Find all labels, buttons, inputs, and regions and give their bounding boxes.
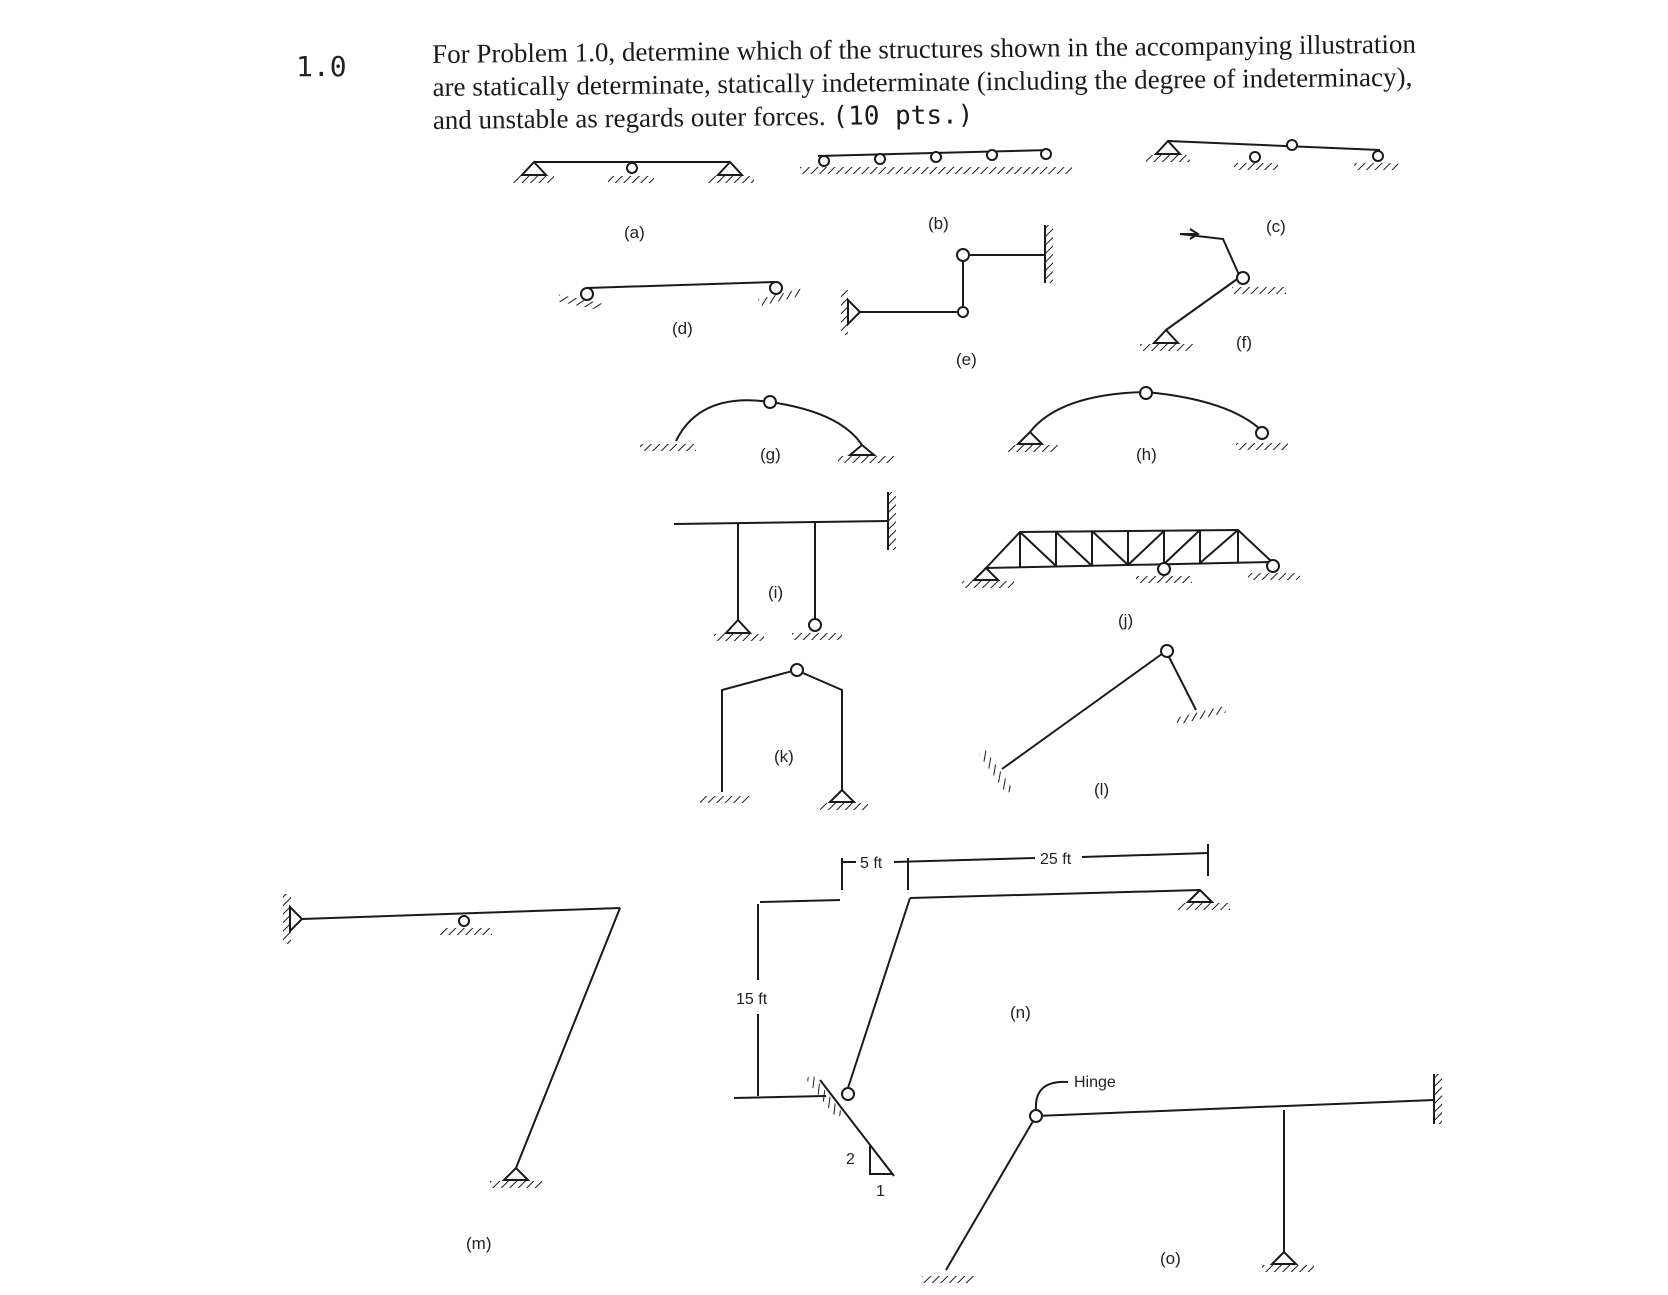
structure-l: [979, 645, 1226, 794]
label-m: (m): [466, 1234, 492, 1253]
structure-m: [283, 894, 620, 1188]
structure-j: [962, 530, 1300, 588]
structure-b: [800, 149, 1072, 174]
structure-d: [558, 282, 803, 310]
structure-i: [674, 492, 896, 641]
structure-n: [734, 844, 1230, 1176]
label-g: (g): [760, 445, 781, 464]
label-f: (f): [1236, 333, 1253, 352]
label-h: (h): [1136, 445, 1157, 464]
problem-points: (10 pts.): [832, 100, 974, 132]
label-a: (a): [624, 223, 645, 242]
problem-number: 1.0: [296, 50, 347, 83]
dimension-5ft: 5 ft: [860, 855, 883, 872]
problem-statement-text: For Problem 1.0, determine which of the structures shown in the accompanying illustration are statically determinate, statically indeterminate (including the degree of indeterminacy), and unstable as regards outer forces.: [432, 28, 1417, 135]
hinge-annotation: Hinge: [1074, 1074, 1116, 1091]
structure-f: [1140, 229, 1286, 351]
dimension-25ft: 25 ft: [1040, 851, 1072, 868]
label-n: (n): [1010, 1003, 1031, 1022]
label-d: (d): [672, 319, 693, 338]
structure-a: [512, 162, 754, 183]
structure-e: [841, 225, 1053, 335]
label-i: (i): [768, 583, 784, 602]
label-b: (b): [928, 214, 949, 233]
structure-h: [1008, 387, 1288, 452]
structure-k: [700, 664, 868, 810]
dimension-15ft: 15 ft: [736, 991, 768, 1008]
label-e: (e): [956, 350, 977, 369]
slope-rise: 2: [846, 1151, 855, 1168]
label-c: (c): [1266, 217, 1286, 236]
label-k: (k): [774, 747, 794, 766]
structure-o: [922, 1074, 1442, 1283]
label-j: (j): [1118, 611, 1134, 630]
structure-c: [1146, 140, 1398, 170]
label-l: (l): [1094, 780, 1110, 799]
slope-run: 1: [876, 1183, 885, 1200]
label-o: (o): [1160, 1249, 1181, 1268]
